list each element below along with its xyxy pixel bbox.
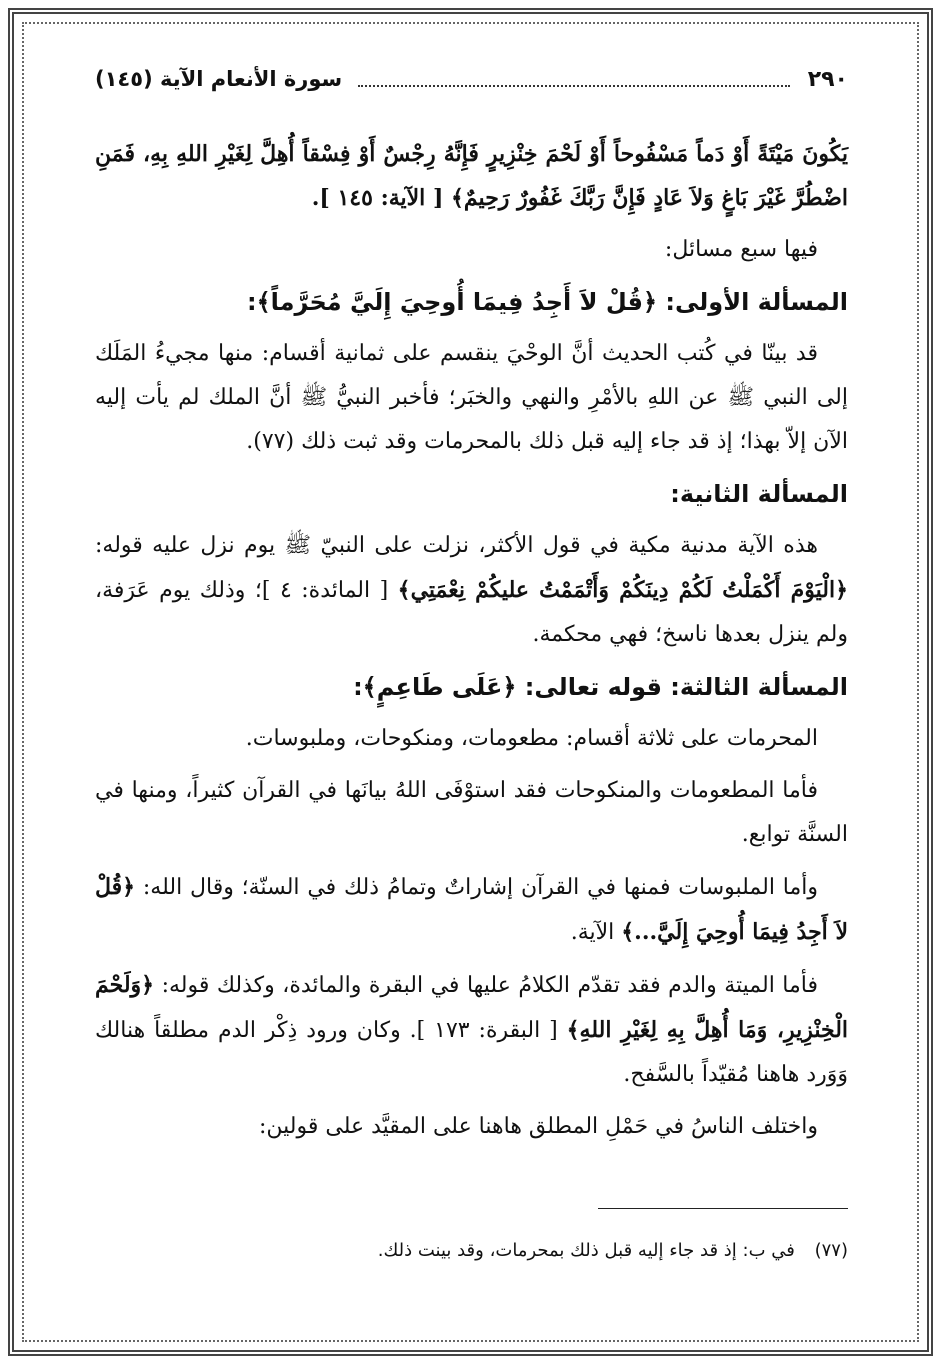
issue-3-para-3-a: وأما الملبوسات فمنها في القرآن إشاراتٌ وتمامُ ذلك في السنّة؛ وقال الله: (142, 875, 818, 900)
footnote-divider (598, 1208, 848, 1209)
page-header (95, 58, 848, 100)
issue-3-para-4-a: فأما الميتة والدم فقد تقدّم الكلامُ عليها في البقرة والمائدة، وكذلك قوله: (161, 973, 818, 998)
issue-2-text-b: [ المائدة: ٤ ]؛ وذلك يوم عَرَفة، ولم ينزل بعدها ناسخ؛ فهي محكمة. (95, 578, 848, 647)
issue-2-text (95, 524, 848, 657)
issue-3-para-3-quran: ﴿قُلْ لاَ أَجِدُ فِيمَا أُوحِيَ إِلَيَّ...﴾ (95, 874, 848, 945)
running-title: سورة الأنعام الآية (١٤٥) (95, 67, 343, 91)
page-number: ٢٩٠ (807, 66, 848, 92)
issue-3-para-1: المحرمات على ثلاثة أقسام: مطعومات، ومنكوحات، وملبوسات. (245, 726, 818, 751)
issue-3-para-4 (95, 963, 848, 1097)
issue-3-heading: المسألة الثالثة: قوله تعالى: ﴿عَلَى طَاعِمٍ﴾: (353, 673, 848, 701)
header-leader-dots (358, 71, 789, 87)
issue-1-heading: المسألة الأولى: ﴿قُلْ لاَ أَجِدُ فِيمَا أُوحِيَ إِلَيَّ مُحَرَّماً﴾: (246, 288, 848, 316)
issue-2-text-a: هذه الآية مدنية مكية في قول الأكثر، نزلت على النبيّ ﷺ يوم نزل عليه قوله: (95, 533, 818, 558)
intro-line: فيها سبع مسائل: (664, 237, 818, 262)
issue-3-para-5: واختلف الناسُ في حَمْلِ المطلق هاهنا على المقيَّد على قولين: (258, 1114, 818, 1139)
issue-3-para-4-b: [ البقرة: ١٧٣ ]. وكان ورود ذِكْر الدم مطلقاً هنالك وَوَرد هاهنا مُقيّداً بالسَّفح. (95, 1018, 848, 1087)
footnote-number: (٧٧) (814, 1240, 848, 1261)
issue-3-para-3 (95, 865, 848, 955)
issue-3-para-4-quran: ﴿وَلَحْمَ الْخِنْزِيرِ، وَمَا أُهِلَّ بِهِ لِغَيْرِ اللهِ﴾ (95, 972, 849, 1043)
footnote-text: في ب: إذ قد جاء إليه قبل ذلك بمحرمات، وقد بينت ذلك. (377, 1240, 795, 1261)
footnote (95, 1236, 848, 1266)
issue-2-heading: المسألة الثانية: (670, 480, 848, 508)
verse-continuation: يَكُونَ مَيْتَةً أَوْ دَماً مَسْفُوحاً أَوْ لَحْمَ خِنْزِيرٍ فَإِنَّهُ رِجْسٌ أَوْ فِسْقاً أُهِلَّ لِغَيْرِ اللهِ بِهِ، فَمَنِ اضْطُرَّ غَيْرَ بَاغٍ وَلاَ عَادٍ فَإِنَّ رَبَّكَ غَفُورٌ رَحِيمٌ﴾ [ الآية: ١٤٥ ]. (95, 141, 848, 211)
page-body (95, 132, 848, 1157)
issue-3-para-3-b: الآية. (570, 920, 615, 945)
issue-1-text: قد بينّا في كُتب الحديث أنَّ الوحْيَ ينقسم على ثمانية أقسام: منها مجيءُ المَلَك إلى النبي ﷺ عن اللهِ بالأمْرِ والنهي والخبَر؛ فأخبر النبيُّ ﷺ أنَّ الملك لم يأت إليه الآن إلاّ بهذا؛ إذ قد جاء إليه قبل ذلك بالمحرمات وقد ثبت ذلك (٧٧). (95, 341, 848, 454)
issue-2-quran-quote: ﴿الْيَوْمَ أَكْمَلْتُ لَكُمْ دِينَكُمْ وَأَتْمَمْتُ عليكُمْ نِعْمَتِي﴾ (397, 577, 848, 603)
issue-3-para-2: فأما المطعومات والمنكوحات فقد استوْفَى اللهُ بيانَها في القرآن كثيراً، ومنها في السنَّة توابع. (95, 778, 848, 847)
